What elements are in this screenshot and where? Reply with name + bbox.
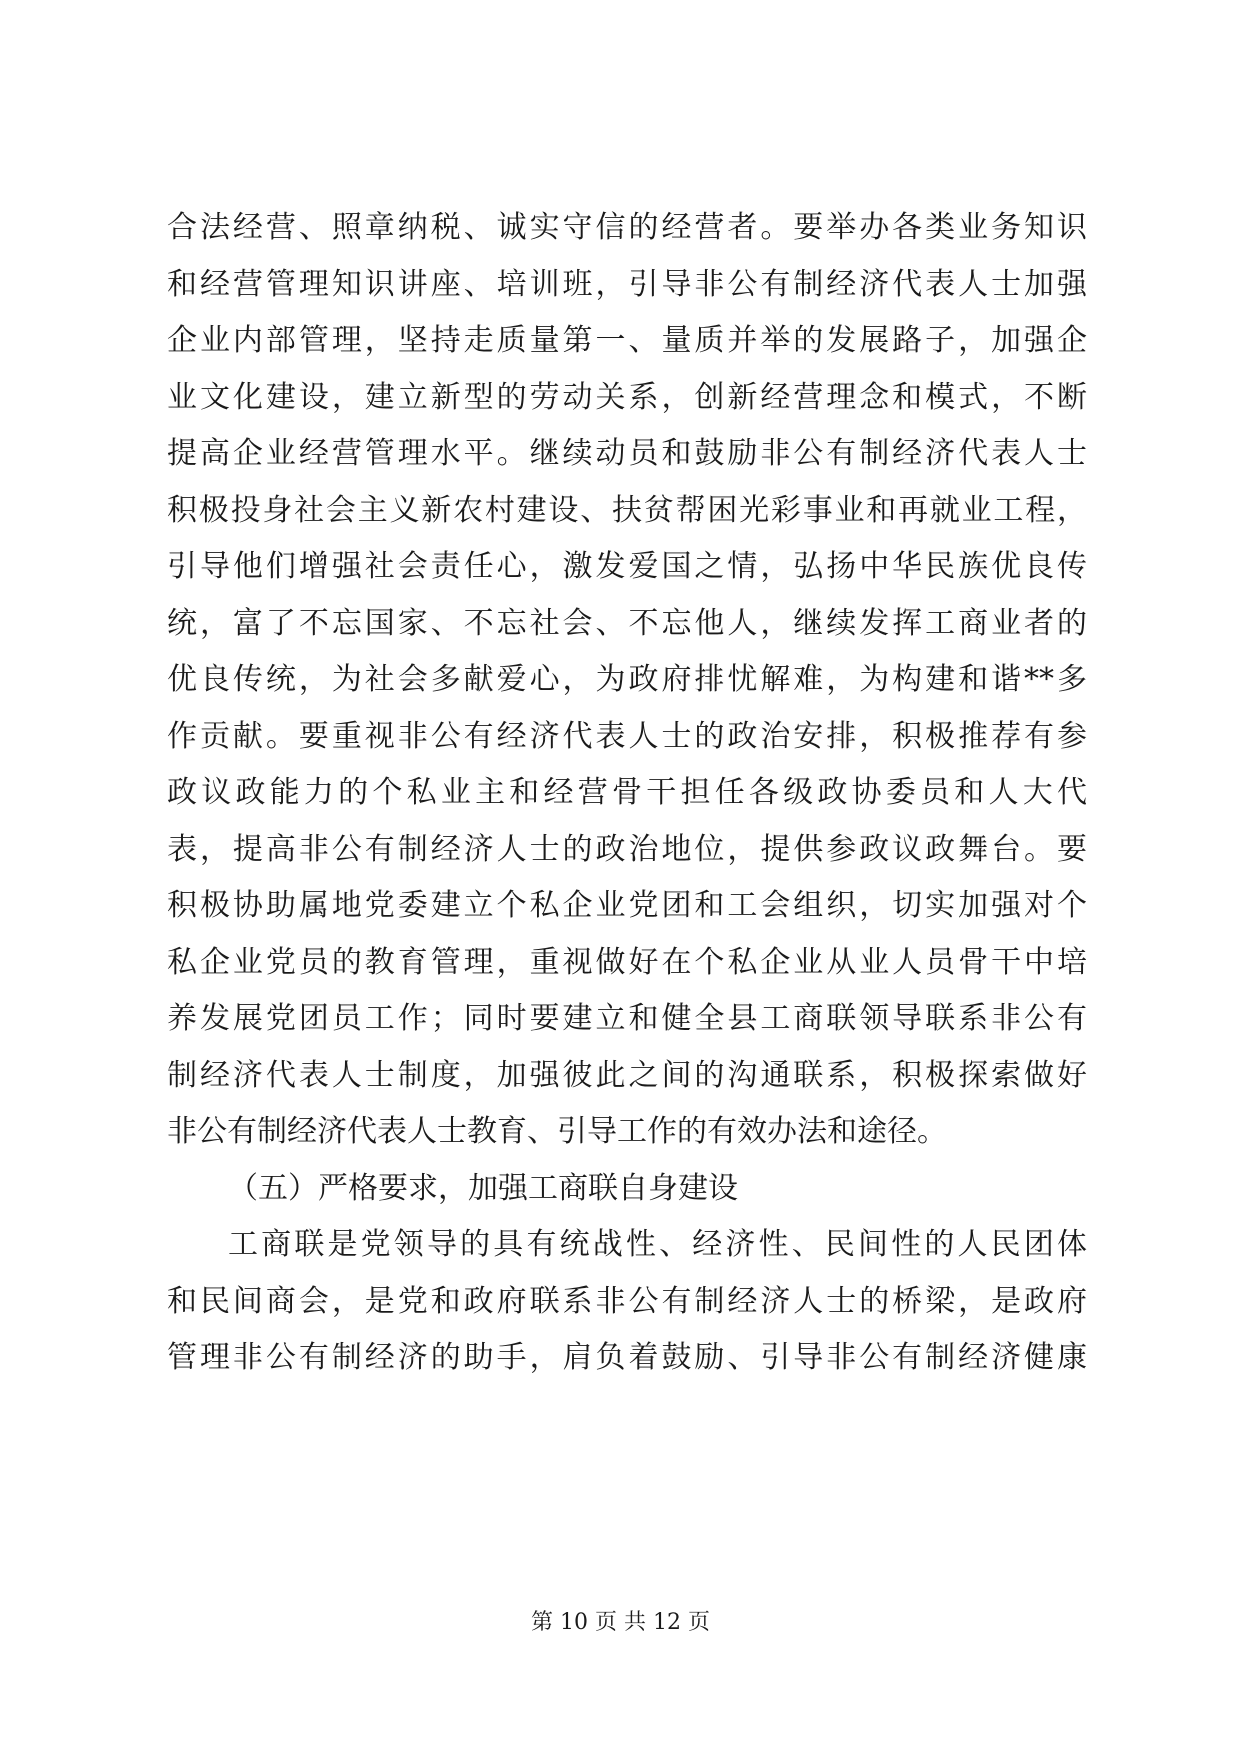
body-line: 非公有制经济代表人士教育、引导工作的有效办法和途径。 [167, 1114, 947, 1149]
body-line: 优良传统，为社会多献爱心，为政府排忧解难，为构建和谐**多 [167, 662, 1087, 697]
body-line: 制经济代表人士制度，加强彼此之间的沟通联系，积极探索做好 [167, 1057, 1087, 1093]
body-line: 企业内部管理，坚持走质量第一、量质并举的发展路子，加强企 [167, 323, 1087, 358]
document-body [167, 200, 1087, 1387]
body-line: 引导他们增强社会责任心，激发爱国之情，弘扬中华民族优良传 [167, 549, 1087, 584]
body-line: 积极投身社会主义新农村建设、扶贫帮困光彩事业和再就业工程， [167, 492, 1087, 528]
body-line: 和民间商会，是党和政府联系非公有制经济人士的桥梁，是政府 [167, 1283, 1087, 1319]
body-line: 积极协助属地党委建立个私企业党团和工会组织，切实加强对个 [167, 888, 1087, 923]
body-line: 政议政能力的个私业主和经营骨干担任各级政协委员和人大代 [167, 775, 1087, 810]
section-heading: （五）严格要求，加强工商联自身建设 [228, 1170, 738, 1206]
body-line: 合法经营、照章纳税、诚实守信的经营者。要举办各类业务知识 [167, 210, 1087, 245]
body-line: 作贡献。要重视非公有经济代表人士的政治安排，积极推荐有参 [167, 718, 1087, 754]
body-line: 统，富了不忘国家、不忘社会、不忘他人，继续发挥工商业者的 [167, 605, 1087, 641]
body-line: 业文化建设，建立新型的劳动关系，创新经营理念和模式，不断 [167, 379, 1087, 415]
body-line: 和经营管理知识讲座、培训班，引导非公有制经济代表人士加强 [167, 266, 1087, 302]
body-line: 私企业党员的教育管理，重视做好在个私企业从业人员骨干中培 [167, 944, 1087, 980]
body-line: 提高企业经营管理水平。继续动员和鼓励非公有制经济代表人士 [167, 436, 1087, 471]
body-line: 表，提高非公有制经济人士的政治地位，提供参政议政舞台。要 [167, 831, 1087, 867]
page-footer: 第 10 页 共 12 页 [531, 1610, 710, 1635]
body-line: 工商联是党领导的具有统战性、经济性、民间性的人民团体 [228, 1227, 1087, 1262]
body-line: 管理非公有制经济的助手，肩负着鼓励、引导非公有制经济健康 [167, 1340, 1087, 1375]
body-line: 养发展党团员工作；同时要建立和健全县工商联领导联系非公有 [167, 1001, 1087, 1036]
